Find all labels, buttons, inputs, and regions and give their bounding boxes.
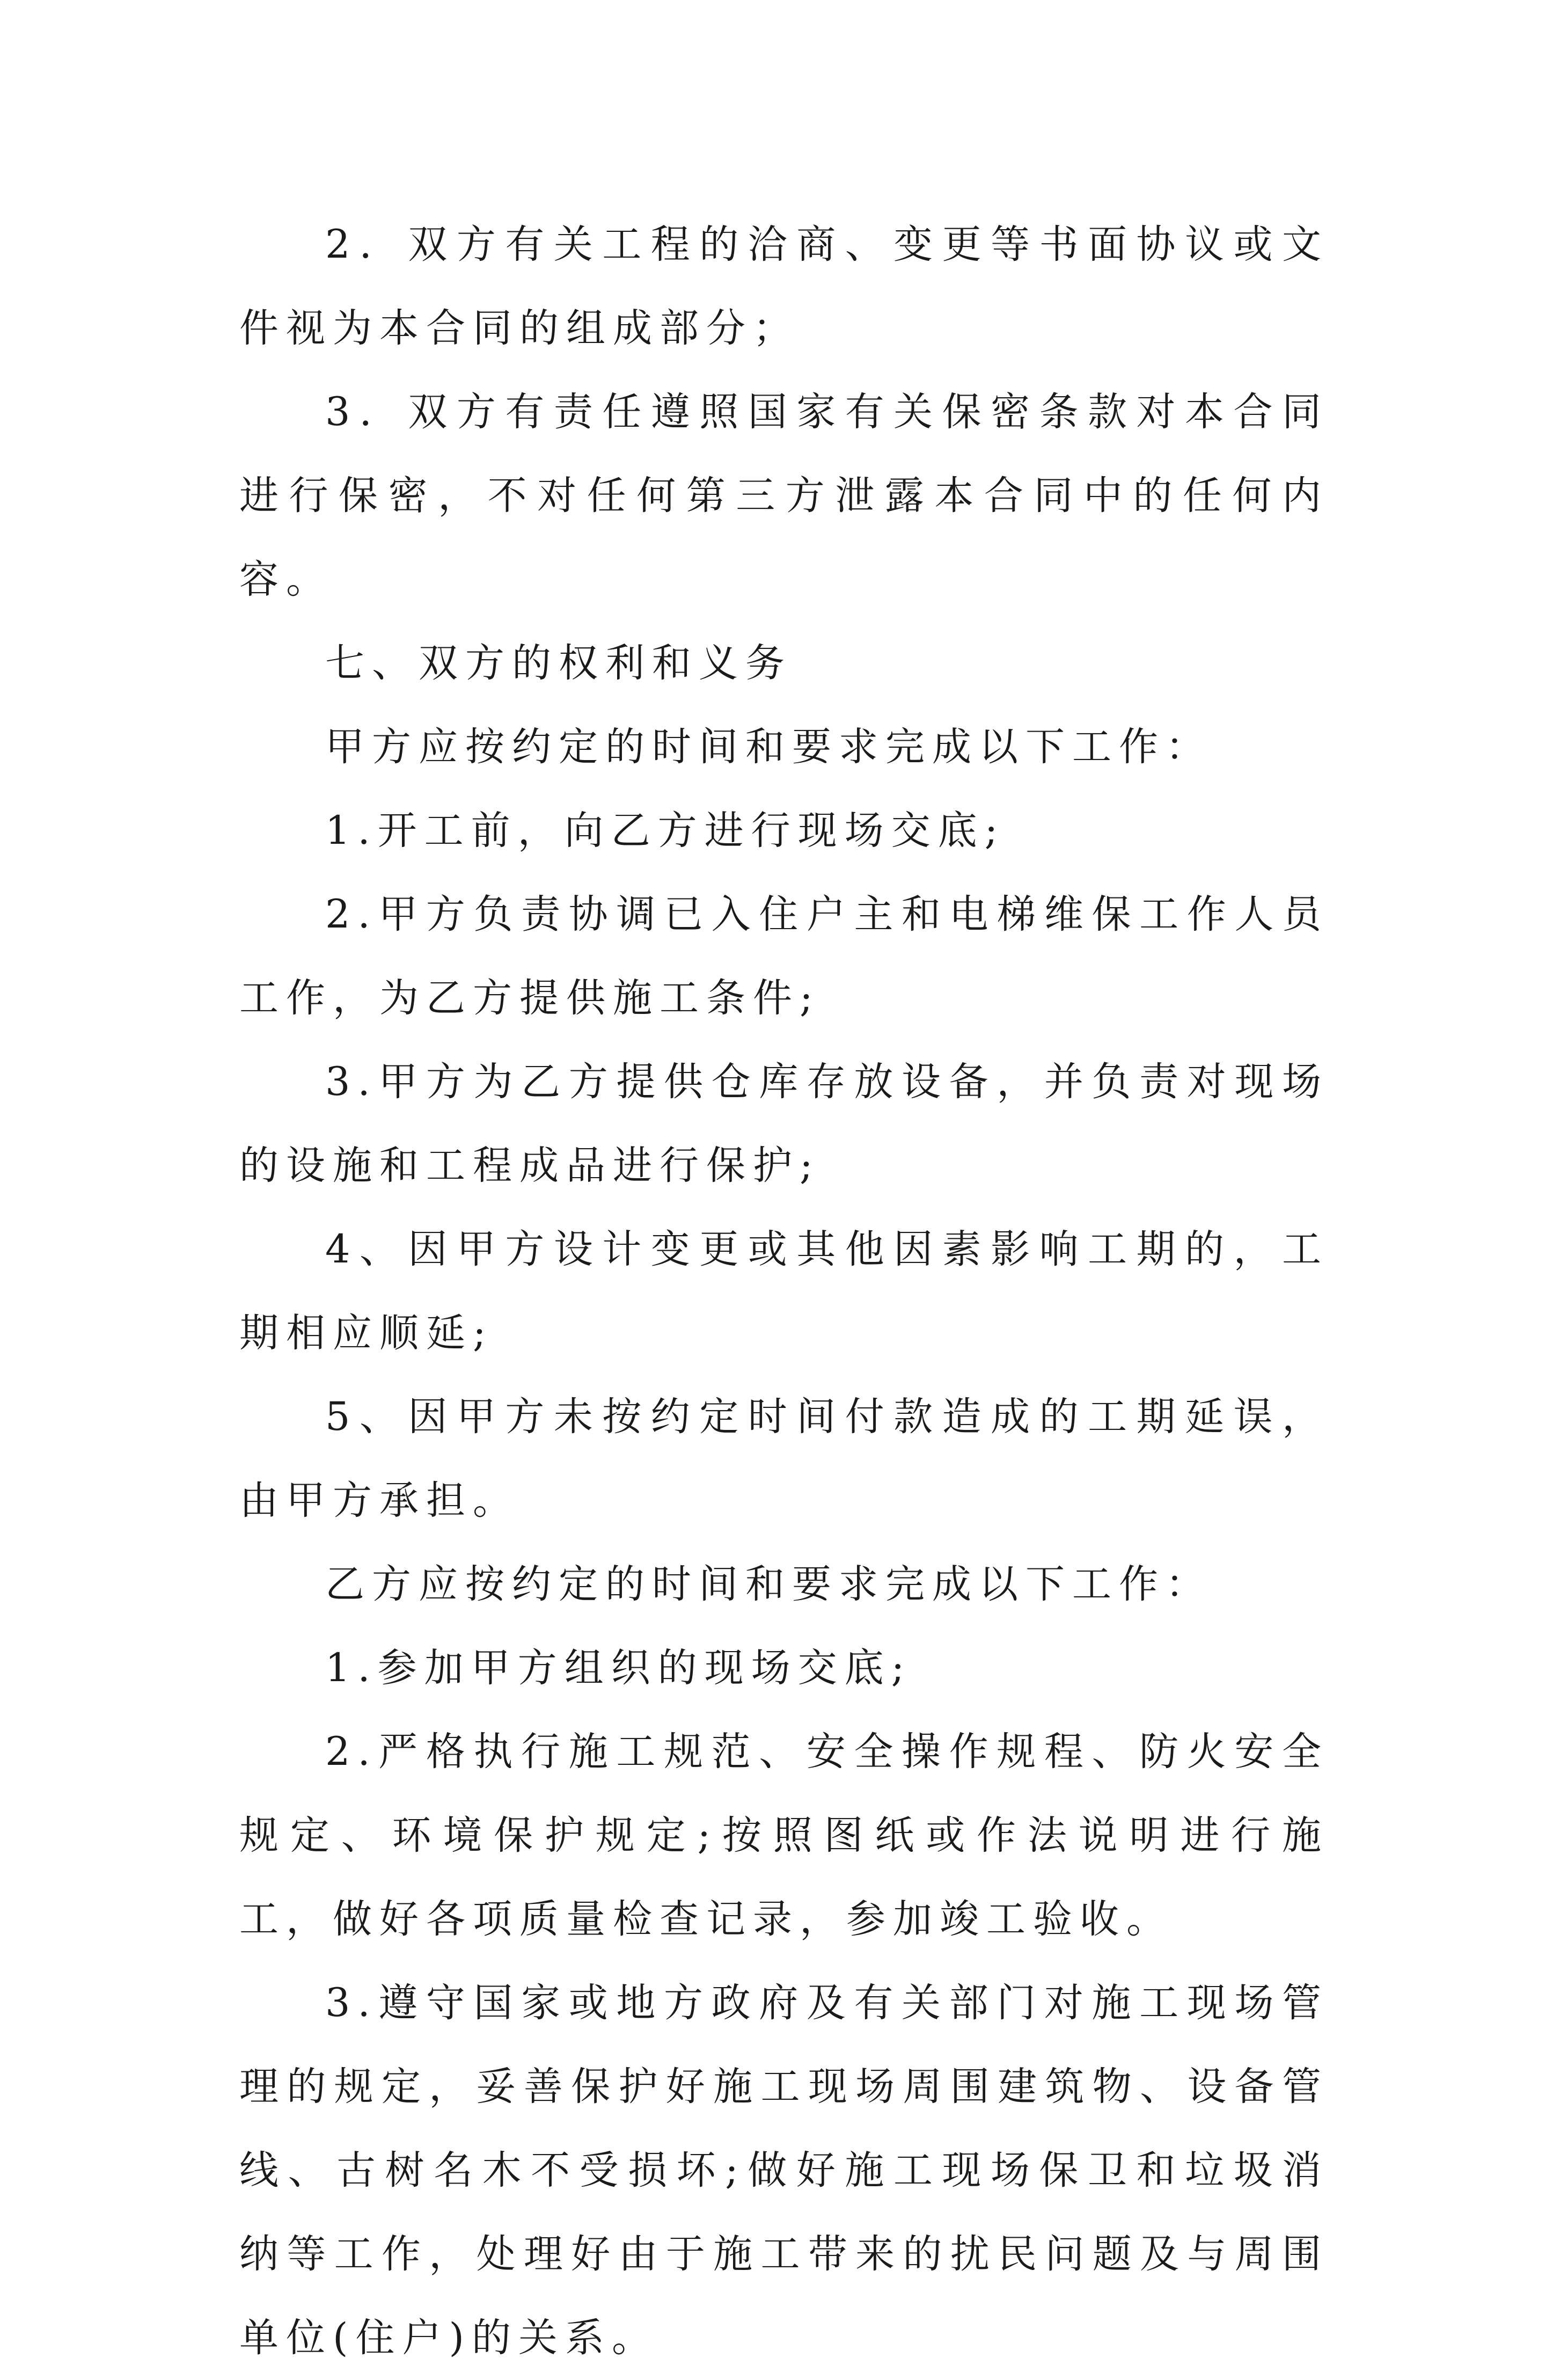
document-body (239, 203, 1329, 2380)
paragraph-item-3-confidentiality: 3．双方有责任遵照国家有关保密条款对本合同进行保密，不对任何第三方泄露本合同中的任何内容。 (239, 389, 1329, 602)
section-heading-rights-obligations: 七、双方的权利和义务 (325, 640, 792, 686)
paragraph-party-a-item-2: 2.甲方负责协调已入住户主和电梯维保工作人员工作，为乙方提供施工条件; (239, 892, 1329, 1021)
paragraph-party-a-item-1: 1.开工前，向乙方进行现场交底; (325, 808, 1006, 853)
paragraph-party-a-intro: 甲方应按约定的时间和要求完成以下工作： (325, 724, 1212, 770)
paragraph-party-a-item-3: 3.甲方为乙方提供仓库存放设备，并负责对现场的设施和工程成品进行保护; (239, 1059, 1329, 1188)
paragraph-party-b-intro: 乙方应按约定的时间和要求完成以下工作： (325, 1561, 1212, 1607)
paragraph-item-2-negotiation: 2．双方有关工程的洽商、变更等书面协议或文件视为本合同的组成部分； (239, 222, 1329, 351)
paragraph-party-a-item-4: 4、因甲方设计变更或其他因素影响工期的，工期相应顺延; (239, 1226, 1329, 1356)
paragraph-party-b-item-2: 2.严格执行施工规范、安全操作规程、防火安全规定、环境保护规定;按照图纸或作法说明进行施工，做好各项质量检查记录，参加竣工验收。 (239, 1729, 1329, 1942)
paragraph-party-a-item-5: 5、因甲方未按约定时间付款造成的工期延误，由甲方承担。 (239, 1394, 1329, 1523)
paragraph-party-b-item-1: 1.参加甲方组织的现场交底; (325, 1645, 912, 1691)
paragraph-party-b-item-3: 3.遵守国家或地方政府及有关部门对施工现场管理的规定，妥善保护好施工现场周围建筑物、设备管线、古树名木不受损坏;做好施工现场保卫和垃圾消纳等工作，处理好由于施工带来的扰民问题及与周围单位(住户)的关系。 (239, 1980, 1329, 2361)
